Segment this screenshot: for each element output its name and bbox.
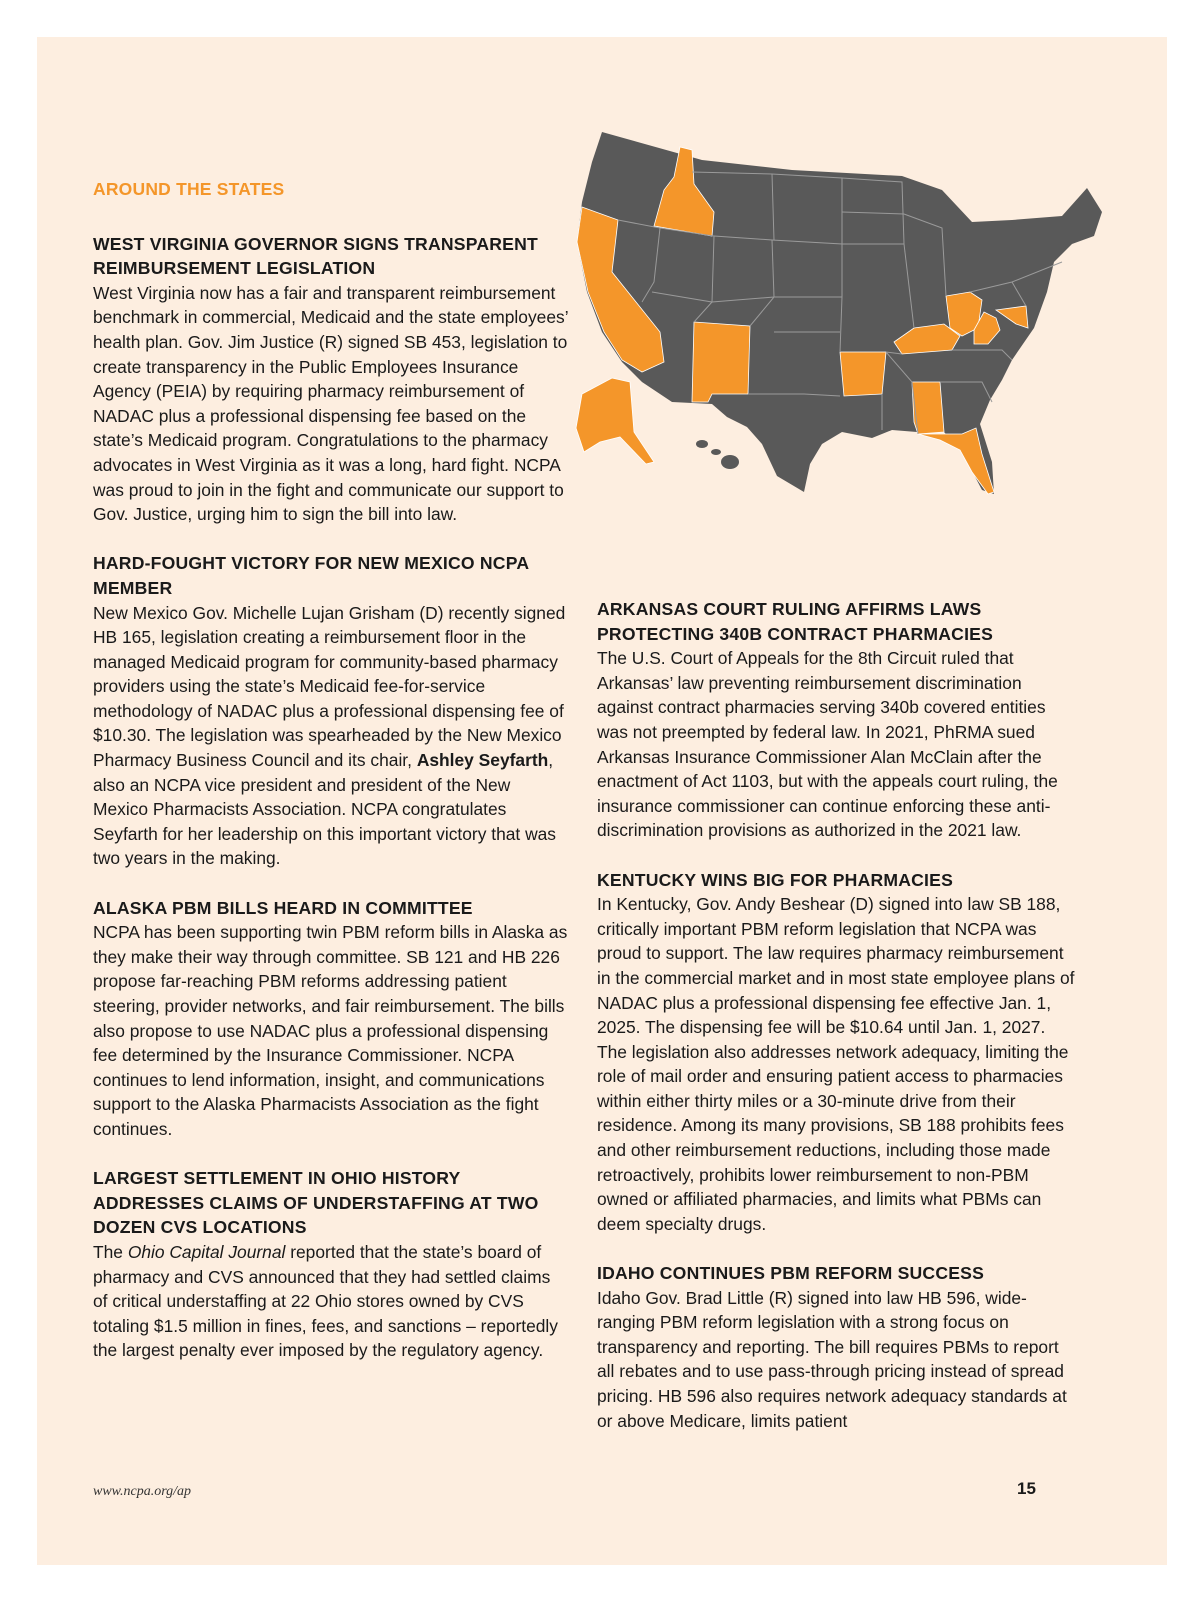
article-title: IDAHO CONTINUES PBM REFORM SUCCESS xyxy=(597,1263,985,1284)
article-arkansas xyxy=(597,597,1077,843)
page xyxy=(37,37,1167,1565)
article-body xyxy=(93,1240,568,1363)
article-kentucky xyxy=(597,868,1077,1237)
article-body xyxy=(93,601,568,872)
map-state-new-mexico xyxy=(692,322,750,402)
article-body: Idaho Gov. Brad Little (R) signed into law HB 596, wide-ranging PBM reform legislation with a strong focus on transparency and reporting. The bill requires PBMs to report all rebates and to use pass-through pricing instead of spread pricing. HB 596 also requires network adequacy standards at or above Medicare, limits patient xyxy=(597,1287,1067,1431)
map-hawaii xyxy=(696,440,739,469)
article-title: LARGEST SETTLEMENT IN OHIO HISTORY ADDRESSES CLAIMS OF UNDERSTAFFING AT TWO DOZEN CVS LOCATIONS xyxy=(93,1168,539,1238)
article-west-virginia xyxy=(93,232,568,527)
article-body: In Kentucky, Gov. Andy Beshear (D) signed into law SB 188, critically important PBM reform legislation that NCPA was proud to support. The law requires pharmacy reimbursement in the commercial market and in most state employee plans of NADAC plus a professional dispensing fee effective Jan. 1, 2025. The dispensing fee will be $10.64 until Jan. 1, 2027. The legislation also addresses network adequacy, limiting the role of mail order and ensuring patient access to pharmacies within either thirty miles or a 30-minute drive from their residence. Among its many provisions, SB 188 prohibits fees and other reimbursement reductions, including those made retroactively, prohibits lower reimbursement to non-PBM owned or affiliated pharmacies, and limits what PBMs can deem specialty drugs. xyxy=(597,894,1075,1234)
footer-url[interactable]: www.ncpa.org/ap xyxy=(93,1484,192,1499)
article-body-text: reported that the state’s board of pharmacy and CVS announced that they had settled claims of critical understaffing at 22 Ohio stores owned by CVS totaling $1.5 million in fines, fees, and sanctions – reportedly the largest penalty ever imposed by the regulatory agency. xyxy=(93,1241,558,1361)
publication-name: Ohio Capital Journal xyxy=(127,1241,286,1262)
article-ohio xyxy=(93,1166,568,1363)
article-body: The U.S. Court of Appeals for the 8th Circuit ruled that Arkansas’ law preventing reimbursement discrimination against contract pharmacies serving 340b covered entities was not preempted by federal law. In 2021, PhRMA sued Arkansas Insurance Commissioner Alan McClain after the enactment of Act 1103, but with the appeals court ruling, the insurance commissioner can continue enforcing these anti-discrimination provisions as authorized in the 2021 law. xyxy=(597,648,1058,841)
article-body-text: , also an NCPA vice president and president of the New Mexico Pharmacists Association. NCPA congratulates Seyfarth for her leadership on this important victory that was two years in the making. xyxy=(93,750,557,869)
article-title: ARKANSAS COURT RULING AFFIRMS LAWS PROTECTING 340B CONTRACT PHARMACIES xyxy=(597,599,994,644)
article-alaska xyxy=(93,896,568,1142)
article-title: ALASKA PBM BILLS HEARD IN COMMITTEE xyxy=(93,897,473,918)
article-body-text: New Mexico Gov. Michelle Lujan Grisham (D) recently signed HB 165, legislation creating a reimbursement floor in the managed Medicaid program for community-based pharmacy providers using the state’s Medicaid fee-for-service methodology of NADAC plus a professional dispensing fee of $10.30. The legislation was spearheaded by the New Mexico Pharmacy Business Council and its chair, xyxy=(93,602,566,771)
article-body: West Virginia now has a fair and transparent reimbursement benchmark in commercial, Medicaid and the state employees’ health plan. Gov. Jim Justice (R) signed SB 453, legislation to create transparency in the Public Employees Insurance Agency (PEIA) by requiring pharmacy reimbursement of NADAC plus a professional dispensing fee based on the state’s Medicaid program. Congratulations to the pharmacy advocates in West Virginia as it was a long, hard fight. NCPA was proud to join in the fight and communicate our support to Gov. Justice, urging him to sign the bill into law. xyxy=(93,282,568,525)
article-body-text: The xyxy=(93,1241,128,1262)
article-title: WEST VIRGINIA GOVERNOR SIGNS TRANSPARENT REIMBURSEMENT LEGISLATION xyxy=(93,233,538,279)
map-state-alaska xyxy=(576,378,654,464)
article-title: HARD-FOUGHT VICTORY FOR NEW MEXICO NCPA MEMBER xyxy=(93,553,529,598)
article-title: KENTUCKY WINS BIG FOR PHARMACIES xyxy=(597,869,954,890)
article-new-mexico xyxy=(93,551,568,871)
map-state-arkansas xyxy=(840,352,886,396)
article-body: NCPA has been supporting twin PBM reform bills in Alaska as they make their way through committee. SB 121 and HB 226 propose far-reaching PBM reforms addressing patient steering, provider networks, and fair reimbursement. The bills also propose to use NADAC plus a professional dispensing fee determined by the Insurance Commissioner. NCPA continues to lend information, insight, and communications support to the Alaska Pharmacists Association as the fight continues. xyxy=(93,922,568,1139)
page-number: 15 xyxy=(1017,1479,1036,1498)
person-name: Ashley Seyfarth xyxy=(416,750,549,771)
right-column xyxy=(597,597,1077,1458)
article-idaho xyxy=(597,1261,1077,1433)
us-map xyxy=(542,132,1172,552)
section-label: AROUND THE STATES xyxy=(93,179,285,199)
left-column xyxy=(93,177,568,1388)
